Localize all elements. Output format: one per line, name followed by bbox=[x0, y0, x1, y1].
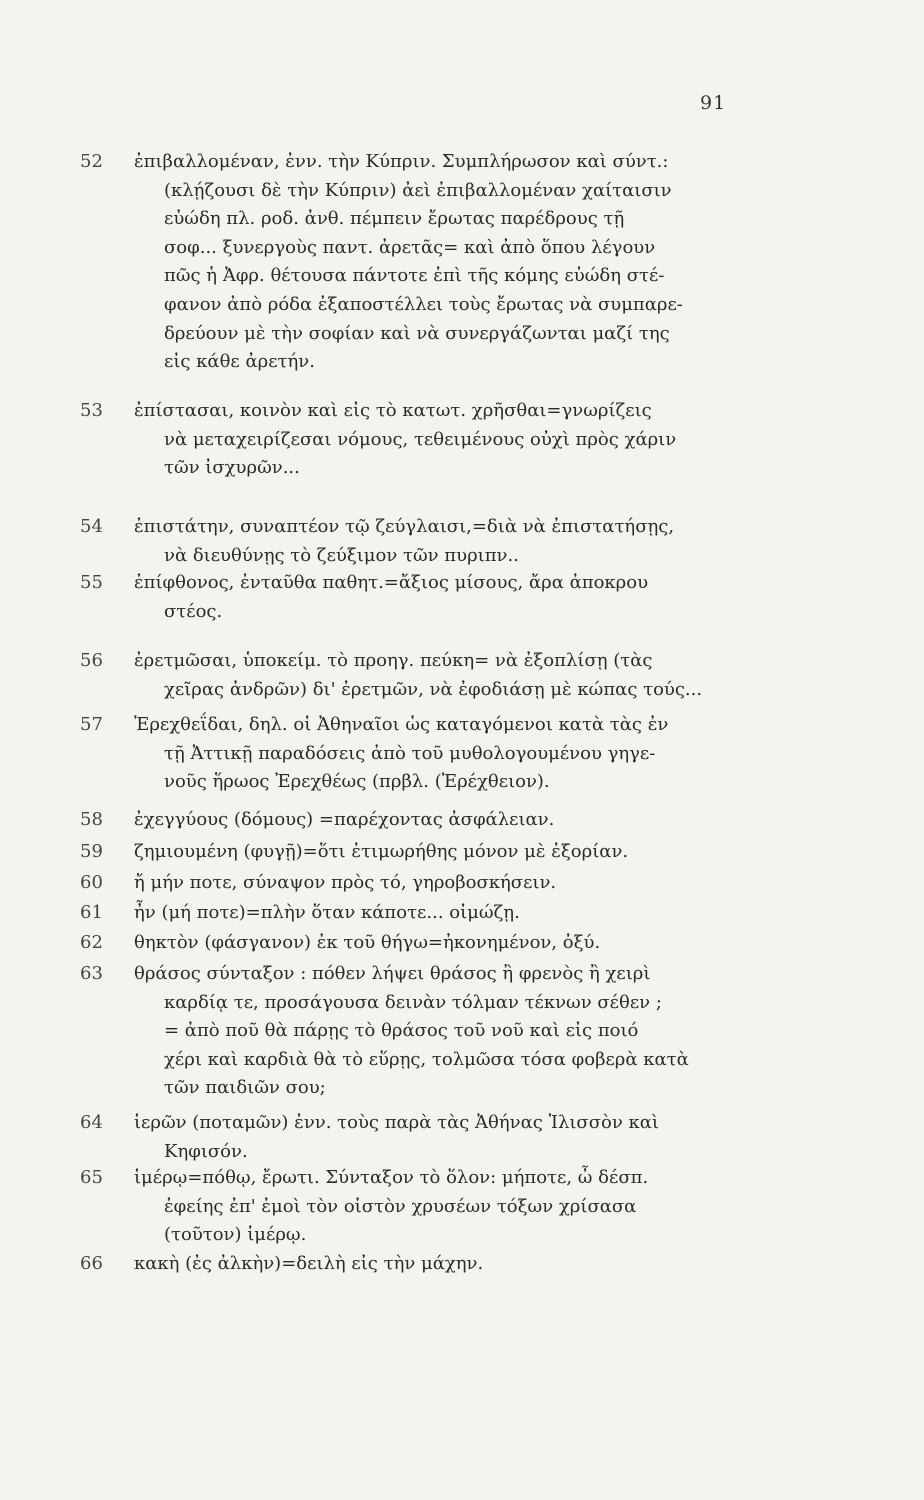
note-item bbox=[0, 899, 924, 928]
note-text bbox=[134, 869, 804, 898]
note-number: 59 bbox=[80, 841, 103, 862]
note-text bbox=[134, 838, 804, 867]
note-number: 55 bbox=[80, 572, 103, 593]
note-line: ζημιουμένη (φυγῇ)=ὅτι ἐτιμωρήθης μόνον μὲ ἐξορίαν. bbox=[134, 841, 629, 862]
note-line: θράσος σύνταξον : πόθεν λήψει θράσος ἢ φρενὸς ἢ χειρὶ bbox=[134, 963, 651, 984]
note-item bbox=[0, 397, 924, 483]
note-number: 52 bbox=[80, 151, 103, 172]
note-line: δρεύουν μὲ τὴν σοφίαν καὶ νὰ συνεργάζωνται μαζί της bbox=[164, 322, 670, 344]
note-item bbox=[0, 929, 924, 958]
note-text bbox=[134, 960, 804, 1103]
note-text bbox=[134, 513, 804, 570]
note-item bbox=[0, 1164, 924, 1250]
note-line: στέος. bbox=[164, 600, 223, 622]
note-text bbox=[134, 929, 804, 958]
note-line: πῶς ἡ Ἀφρ. θέτουσα πάντοτε ἐπὶ τῆς κόμης εὐώδη στέ- bbox=[164, 265, 665, 287]
note-text bbox=[134, 397, 804, 483]
note-line: ἐπίστασαι, κοινὸν καὶ εἰς τὸ κατωτ. χρῆσθαι=γνωρίζεις bbox=[134, 400, 652, 421]
note-item bbox=[0, 1250, 924, 1279]
note-line: ἐπίφθονος, ἐνταῦθα παθητ.=ἄξιος μίσους, ἄρα ἀποκρου bbox=[134, 572, 649, 593]
note-item bbox=[0, 569, 924, 626]
note-number: 66 bbox=[80, 1253, 103, 1274]
note-item bbox=[0, 869, 924, 898]
note-line: ἦν (μή ποτε)=πλὴν ὅταν κάποτε... οἰμώζῃ. bbox=[134, 902, 520, 923]
note-line: (κλῄζουσι δὲ τὴν Κύπριν) ἀεὶ ἐπιβαλλομέναν χαίταισιν bbox=[164, 179, 672, 201]
note-number: 64 bbox=[80, 1112, 103, 1133]
note-text bbox=[134, 711, 804, 797]
note-item bbox=[0, 148, 924, 377]
note-number: 58 bbox=[80, 809, 103, 830]
note-line: τῶν ἰσχυρῶν... bbox=[164, 457, 300, 479]
note-line: νὰ μεταχειρίζεσαι νόμους, τεθειμένους οὐχὶ πρὸς χάριν bbox=[164, 428, 677, 450]
note-text bbox=[134, 647, 804, 704]
note-text bbox=[134, 806, 804, 835]
note-line: Ἐρεχθεΐδαι, δηλ. οἱ Ἀθηναῖοι ὡς καταγόμενοι κατὰ τὰς ἐν bbox=[134, 714, 669, 735]
note-number: 56 bbox=[80, 650, 103, 671]
note-line: ἐφείης ἐπ' ἐμοὶ τὸν οἰστὸν χρυσέων τόξων χρίσασα bbox=[164, 1195, 637, 1217]
note-number: 53 bbox=[80, 400, 103, 421]
note-line: τῇ Ἀττικῇ παραδόσεις ἀπὸ τοῦ μυθολογουμένου γηγε- bbox=[164, 742, 656, 764]
note-number: 60 bbox=[80, 872, 103, 893]
note-number: 63 bbox=[80, 963, 103, 984]
note-line: κακὴ (ἐς ἀλκὴν)=δειλὴ εἰς τὴν μάχην. bbox=[134, 1253, 484, 1274]
note-text bbox=[134, 1164, 804, 1250]
note-line: χέρι καὶ καρδιὰ θὰ τὸ εὕρῃς, τολμῶσα τόσα φοβερὰ κατὰ bbox=[164, 1048, 689, 1070]
note-item bbox=[0, 647, 924, 704]
note-line: ἐπιστάτην, συναπτέον τῷ ζεύγλαισι,=διὰ νὰ ἐπιστατήσῃς, bbox=[134, 516, 675, 537]
note-line: καρδίᾳ τε, προσάγουσα δεινὰν τόλμαν τέκνων σέθεν ; bbox=[164, 991, 662, 1013]
page-number: 91 bbox=[700, 92, 727, 114]
note-number: 65 bbox=[80, 1167, 103, 1188]
note-line: νοῦς ἥρωος Ἐρεχθέως (πρβλ. (Ἐρέχθειον). bbox=[164, 771, 550, 793]
note-number: 57 bbox=[80, 714, 103, 735]
note-line: ἱμέρῳ=πόθῳ, ἔρωτι. Σύνταξον τὸ ὅλον: μήποτε, ὦ δέσπ. bbox=[134, 1167, 649, 1188]
note-text bbox=[134, 1250, 804, 1279]
note-line: εὐώδη πλ. ροδ. ἀνθ. πέμπειν ἔρωτας παρέδρους τῇ bbox=[164, 208, 625, 230]
note-item bbox=[0, 960, 924, 1103]
note-line: εἰς κάθε ἀρετήν. bbox=[164, 351, 315, 373]
note-item bbox=[0, 711, 924, 797]
note-line: (τοῦτον) ἱμέρῳ. bbox=[164, 1224, 307, 1246]
note-number: 62 bbox=[80, 932, 103, 953]
note-line: = ἀπὸ ποῦ θὰ πάρῃς τὸ θράσος τοῦ νοῦ καὶ εἰς ποιό bbox=[164, 1020, 639, 1042]
note-item bbox=[0, 838, 924, 867]
note-line: θηκτὸν (φάσγανον) ἐκ τοῦ θήγω=ἠκονημένον, ὀξύ. bbox=[134, 932, 601, 953]
note-line: ἱερῶν (ποταμῶν) ἐνν. τοὺς παρὰ τὰς Ἀθήνας Ἰλισσὸν καὶ bbox=[134, 1112, 659, 1133]
note-line: ἐρετμῶσαι, ὑποκείμ. τὸ προηγ. πεύκη= νὰ ἐξοπλίσῃ (τὰς bbox=[134, 650, 653, 671]
note-text bbox=[134, 1109, 804, 1166]
note-line: ἐχεγγύους (δόμους) =παρέχοντας ἀσφάλειαν. bbox=[134, 809, 555, 830]
note-text bbox=[134, 569, 804, 626]
note-text bbox=[134, 899, 804, 928]
note-item bbox=[0, 806, 924, 835]
note-line: ἤ μήν ποτε, σύναψον πρὸς τό, γηροβοσκήσειν. bbox=[134, 872, 557, 893]
note-line: νὰ διευθύνῃς τὸ ζεύξιμον τῶν πυριπν.. bbox=[164, 544, 519, 566]
note-number: 54 bbox=[80, 516, 103, 537]
note-line: ἐπιβαλλομέναν, ἐνν. τὴν Κύπριν. Συμπλήρωσον καὶ σύντ.: bbox=[134, 151, 669, 172]
note-line: σοφ... ξυνεργοὺς παντ. ἀρετᾶς= καὶ ἀπὸ ὅπου λέγουν bbox=[164, 236, 656, 258]
note-number: 61 bbox=[80, 902, 103, 923]
note-text bbox=[134, 148, 804, 377]
note-line: Κηφισόν. bbox=[164, 1140, 248, 1162]
note-line: τῶν παιδιῶν σου; bbox=[164, 1077, 326, 1099]
note-item bbox=[0, 513, 924, 570]
note-line: χεῖρας ἀνδρῶν) δι' ἐρετμῶν, νὰ ἐφοδιάσῃ μὲ κώπας τούς... bbox=[164, 678, 703, 700]
note-item bbox=[0, 1109, 924, 1166]
note-line: φανον ἀπὸ ρόδα ἐξαποστέλλει τοὺς ἔρωτας νὰ συμπαρε- bbox=[164, 293, 683, 315]
